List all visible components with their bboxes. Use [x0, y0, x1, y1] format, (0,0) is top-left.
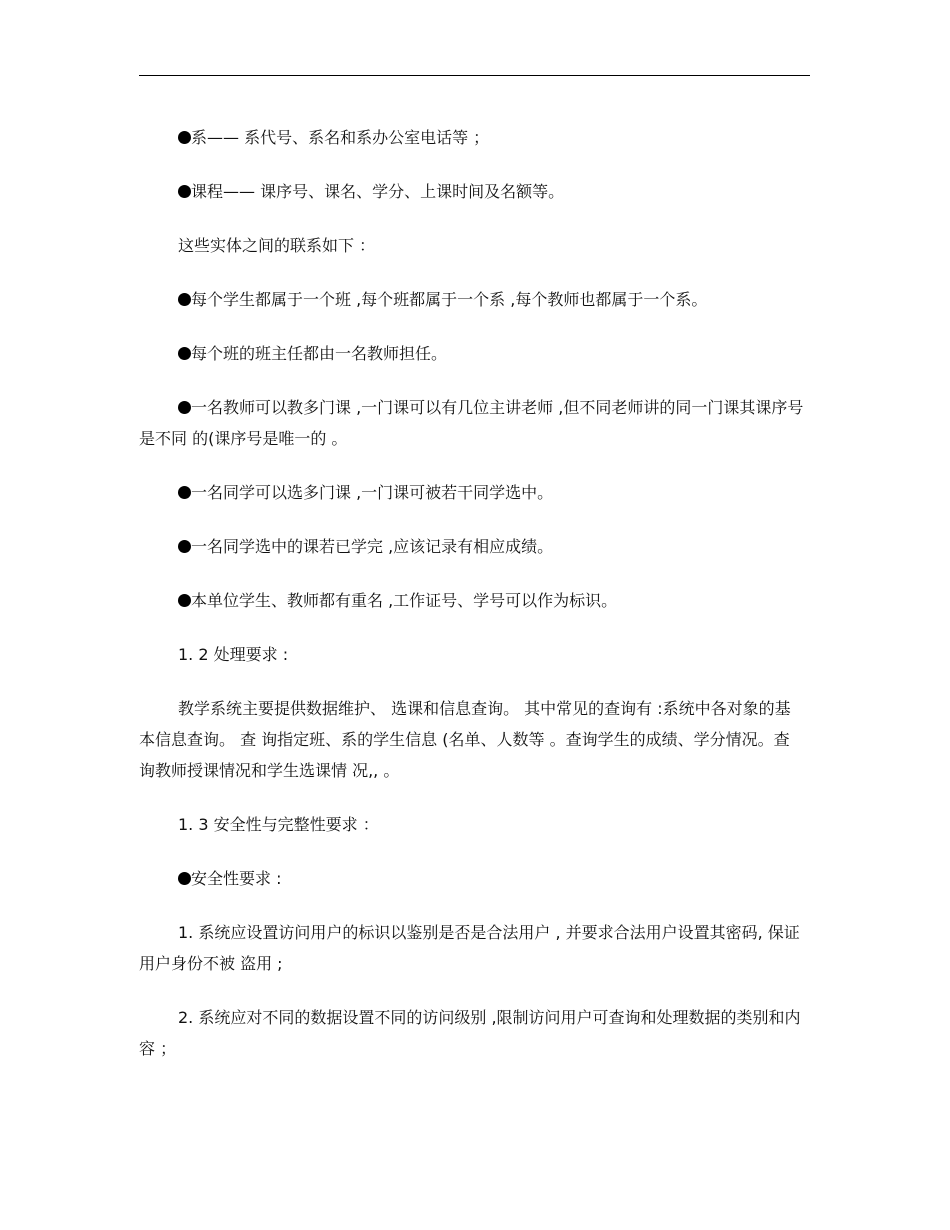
bullet-icon	[178, 486, 191, 499]
paragraph-text: 这些实体之间的联系如下 ：	[178, 236, 376, 255]
paragraph	[139, 693, 804, 786]
section-heading	[139, 639, 804, 670]
paragraph-text: 一名同学可以选多门课 ,一门课可被若干同学选中。	[191, 483, 554, 502]
paragraph-text: 系—— 系代号、系名和系办公室电话等 ；	[191, 128, 490, 147]
paragraph	[139, 392, 804, 454]
paragraph-text: 安全性要求 :	[191, 869, 282, 888]
paragraph-text: 课程—— 课序号、课名、学分、上课时间及名额等。	[191, 182, 565, 201]
paragraph	[139, 917, 804, 979]
paragraph	[139, 477, 804, 508]
paragraph-text: 一名教师可以教多门课 ,一门课可以有几位主讲老师 ,但不同老师讲的同一门课其课序号是不同 的(课序号是唯一的 。	[139, 398, 804, 448]
bullet-icon	[178, 540, 191, 553]
paragraph-text: 1. 3 安全性与完整性要求 ：	[178, 815, 379, 834]
paragraph	[139, 176, 804, 207]
paragraph	[139, 863, 804, 894]
bullet-icon	[178, 872, 191, 885]
paragraph	[139, 585, 804, 616]
paragraph-text: 每个班的班主任都由一名教师担任。	[191, 344, 448, 363]
paragraph-text: 2. 系统应对不同的数据设置不同的访问级别 ,限制访问用户可查询和处理数据的类别和内容 ；	[139, 1008, 801, 1058]
section-heading	[139, 809, 804, 840]
paragraph-text: 一名同学选中的课若已学完 ,应该记录有相应成绩。	[191, 537, 554, 556]
bullet-icon	[178, 347, 191, 360]
paragraph	[139, 122, 804, 153]
paragraph-text: 1. 系统应设置访问用户的标识以鉴别是否是合法用户 , 并要求合法用户设置其密码, 保证用户身份不被 盗用 ;	[139, 923, 800, 973]
paragraph	[139, 338, 804, 369]
paragraph-text: 每个学生都属于一个班 ,每个班都属于一个系 ,每个教师也都属于一个系。	[191, 290, 708, 309]
paragraph-text: 本单位学生、教师都有重名 ,工作证号、学号可以作为标识。	[191, 591, 618, 610]
header-rule	[139, 75, 810, 76]
bullet-icon	[178, 293, 191, 306]
paragraph-text: 教学系统主要提供数据维护、 选课和信息查询。 其中常见的查询有 :系统中各对象的基本信息查询。 查 询指定班、系的学生信息 (名单、人数等 。查询学生的成绩、学分情况。查询教师授课情况和学生选课情 况,, 。	[139, 699, 791, 780]
paragraph	[139, 1002, 804, 1064]
paragraph	[139, 230, 804, 261]
paragraph-text: 1. 2 处理要求 :	[178, 645, 289, 664]
bullet-icon	[178, 594, 191, 607]
bullet-icon	[178, 131, 191, 144]
paragraph	[139, 531, 804, 562]
document-body	[139, 122, 804, 1087]
paragraph	[139, 284, 804, 315]
bullet-icon	[178, 401, 191, 414]
bullet-icon	[178, 185, 191, 198]
